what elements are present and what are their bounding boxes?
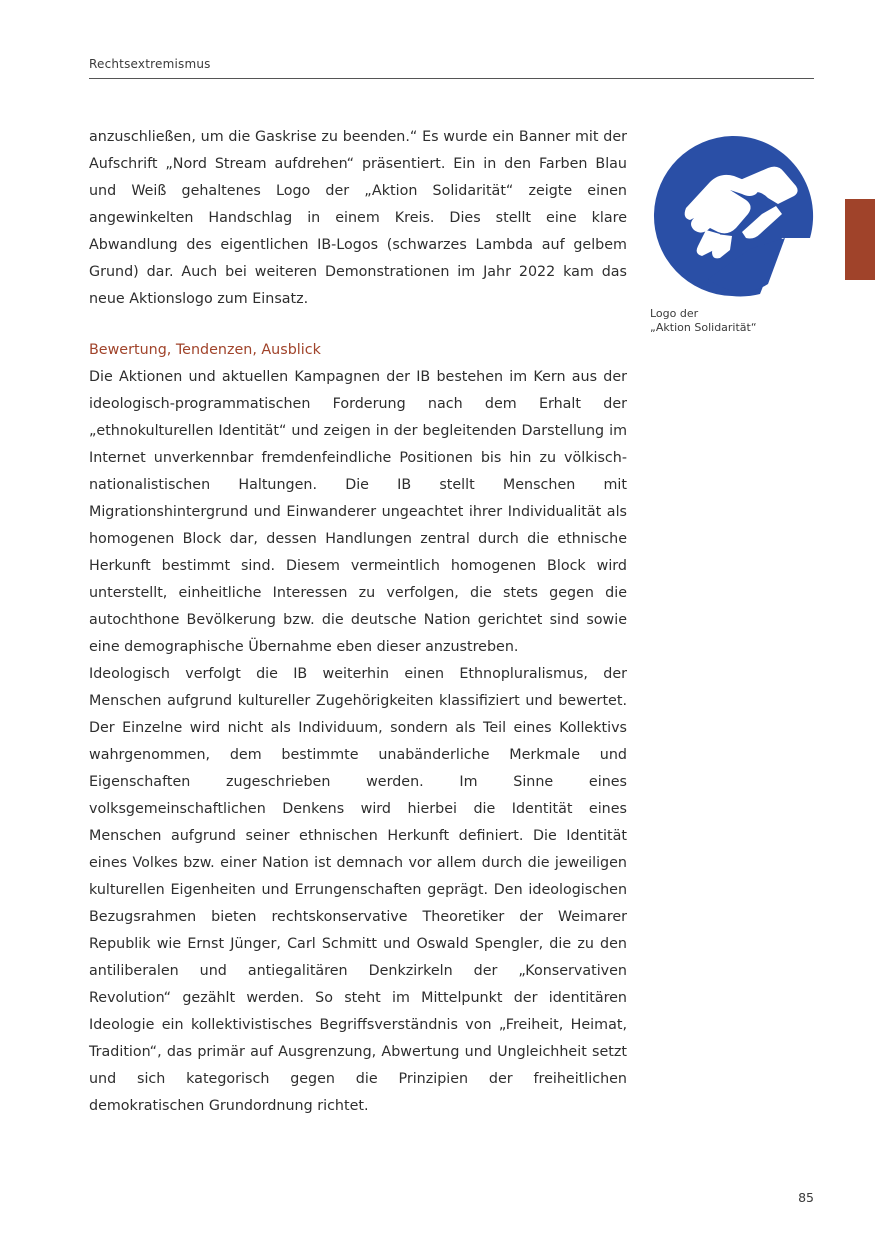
section-heading: Bewertung, Tendenzen, Ausblick [89,342,321,358]
body-paragraph-2: Ideologisch verfolgt die IB weiterhin einen Ethnopluralismus, der Menschen aufgrund kultureller Zugehörigkeiten klassifiziert und bewertet. Der Einzelne wird nicht als Individuum, sondern als Teil eines Kollektivs wahrgenommen, dem bestimmte unabänderliche Merkmale und Eigenschaften zugeschrieben werden. Im Sinne eines volksgemeinschaftlichen Denkens wird hierbei die Identität eines Menschen aufgrund seiner ethnischen Herkunft definiert. Die Identität eines Volkes bzw. einer Nation ist demnach vor allem durch die jeweiligen kulturellen Eigenheiten und Errungenschaften geprägt. Den ideologischen Bezugsrahmen bieten rechtskonservative Theoretiker der Weimarer Republik wie Ernst Jünger, Carl Schmitt und Oswald Spengler, die zu den antiliberalen und antiegalitären Denkzirkeln der „Konservativen Revolution“ gezählt werden. So steht im Mittelpunkt der identitären Ideologie ein kollektivistisches Begriffsverständnis von „Freiheit, Heimat, Tradition“, das primär auf Ausgrenzung, Abwertung und Ungleichheit setzt und sich kategorisch gegen die Prinzipien der freiheitlichen demokratischen Grundordnung richtet. [89,666,627,1114]
body-paragraph-1: Die Aktionen und aktuellen Kampagnen der IB bestehen im Kern aus der ideologisch-programmatischen Forderung nach dem Erhalt der „ethnokulturellen Identität“ und zeigen in der begleitenden Darstellung im Internet unverkennbar fremdenfeindliche Positionen bis hin zu völkisch-nationalistischen Haltungen. Die IB stellt Menschen mit Migrationshintergrund und Einwanderer ungeachtet ihrer Individualität als homogenen Block dar, dessen Handlungen zentral durch die ethnische Herkunft bestimmt sind. Diesem vermeintlich homogenen Block wird unterstellt, einheitliche Interessen zu verfolgen, die stets gegen die autochthone Bevölkerung bzw. die deutsche Nation gerichtet sind sowie eine demographische Übernahme eben dieser anzustreben. [89,369,627,655]
chapter-tab-marker [845,199,875,280]
handshake-logo-icon [650,134,815,299]
aktion-solidaritaet-logo [650,134,815,299]
logo-caption-line-1: Logo der [650,307,699,320]
lead-paragraph: anzuschließen, um die Gaskrise zu beenden.“ Es wurde ein Banner mit der Aufschrift „Nord Stream aufdrehen“ präsentiert. Ein in den Farben Blau und Weiß gehaltenes Logo der „Aktion Solidarität“ zeigte einen angewinkelten Handschlag in einem Kreis. Dies stellt eine klare Abwandlung des eigentlichen IB-Logos (schwarzes Lambda auf gelbem Grund) dar. Auch bei weiteren Demonstrationen im Jahr 2022 kam das neue Aktionslogo zum Einsatz. [89,129,627,307]
logo-caption [650,307,815,335]
page-number: 85 [798,1190,814,1205]
running-header: Rechtsextremismus [89,57,211,71]
header-rule [89,78,814,79]
main-text-column [89,124,627,1120]
logo-caption-line-2: „Aktion Solidarität“ [650,321,757,334]
